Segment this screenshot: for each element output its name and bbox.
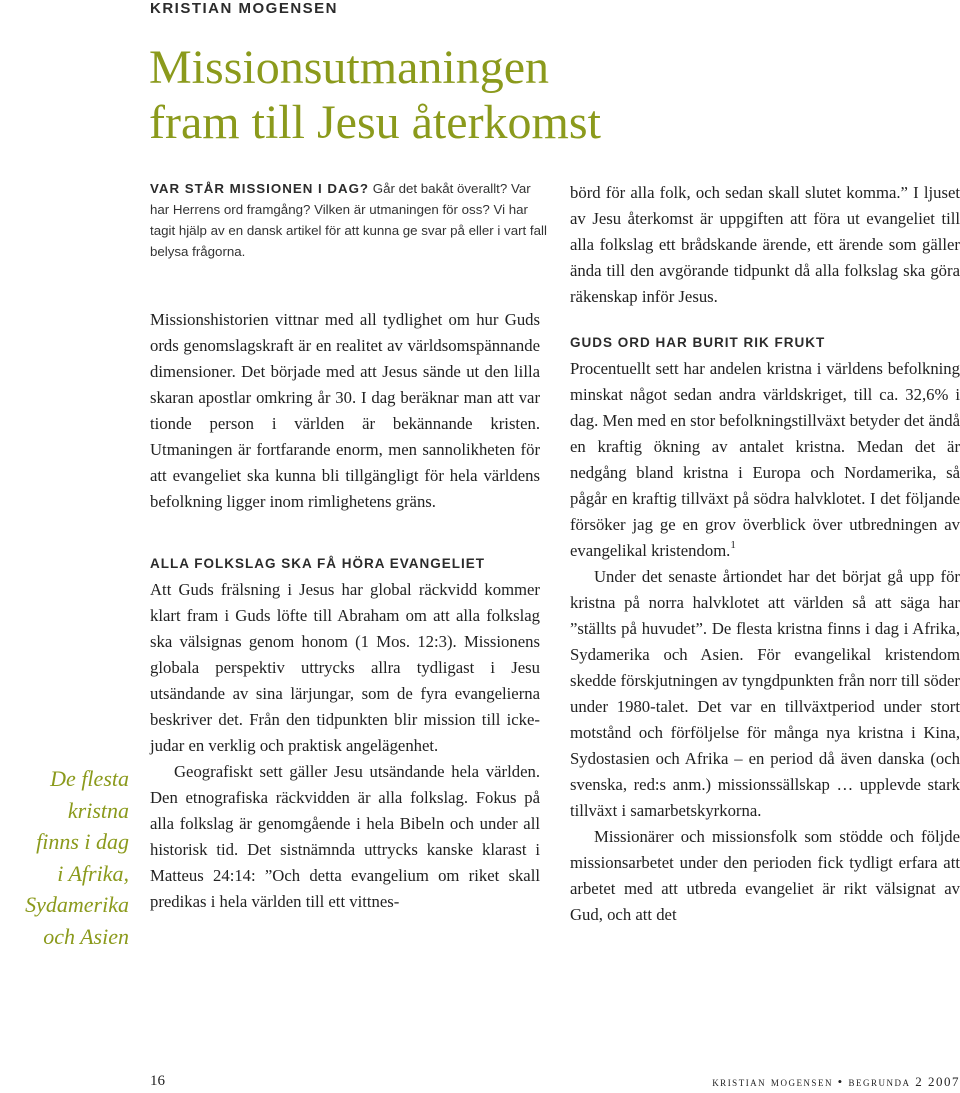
footnote-marker[interactable]: 1 [730, 539, 736, 551]
title-line-1: Missionsutmaningen [149, 41, 550, 94]
pull-quote-line-5: Sydamerika [25, 892, 129, 917]
intro-text: Går det bakåt överallt? Var har Herrens ord framgång? Vilken är utmaningen för oss? Vi har tagit hjälp av en dansk artikel för att kunna ge svar på eller i vart fall belysa frågorna. [150, 181, 547, 259]
left-column [150, 307, 540, 915]
article-title [149, 40, 849, 150]
intro-paragraph [150, 178, 550, 262]
pull-quote-line-6: och Asien [43, 923, 129, 949]
pull-quote-line-1: De flesta [50, 766, 129, 791]
pull-quote-line-2: kristna [67, 797, 129, 823]
intro-lead: VAR STÅR MISSIONEN I DAG? [150, 181, 370, 196]
left-section-heading: ALLA FOLKSLAG SKA FÅ HÖRA EVANGELIET [150, 556, 485, 571]
right-paragraph-4: Missionärer och missionsfolk som stödde och följde missionsarbetet under den perioden fick tydligt erfara att arbetet med att utbreda evangeliet är rikt välsignat av Gud, och att det [570, 827, 960, 924]
right-paragraph-1: börd för alla folk, och sedan skall slutet komma.” I ljuset av Jesu återkomst är uppgiften att föra ut evangeliet till alla folkslag ett brådskande ärende, ett ärende som gäller ända till den avgörande tidpunkt då alla folkslag ska göra räkenskap inför Jesus. [570, 183, 960, 306]
right-section-heading: GUDS ORD HAR BURIT RIK FRUKT [570, 335, 826, 350]
pull-quote-line-3: finns i dag [36, 829, 129, 854]
right-paragraph-2-text: Procentuellt sett har andelen kristna i världens befolkning minskat något sedan andra världskriget, till ca. 32,6% i dag. Men med en stor befolkningstillväxt betyder det ändå en kraftig ökning av antalet kristna. Medan det är nedgång bland kristna i Europa och Nordamerika, så pågår en kraftig tillväxt på södra halvklotet. I det följande försöker jag ge en grov överblick över utbredningen av evangelikal kristendom. [570, 359, 960, 560]
right-paragraph-2 [570, 356, 960, 564]
pull-quote-line-4: i Afrika, [57, 860, 129, 886]
left-paragraph-2: Att Guds frälsning i Jesus har global räckvidd kommer klart fram i Guds löfte till Abraham om att alla folkslag ska välsignas genom honom (1 Mos. 12:3). Missionens globala perspektiv uttrycks allra tydligast i Jesu utsändande av sina lärjungar, som de fyra evangelierna beskriver det. Från den tidpunkten blir mission till icke-judar en verklig och praktisk angelägenhet. [150, 580, 540, 755]
left-paragraph-3: Geografiskt sett gäller Jesu utsändande hela världen. Den etnografiska räckvidden är alla folkslag. Fokus på alla folkslag är genomgående i hela Bibeln och under all historisk tid. Det sistnämnda uttrycks kanske klarast i Matteus 24:14: ”Och detta evangelium om riket skall predikas i hela världen till ett vittnes- [150, 762, 540, 911]
title-line-2: fram till Jesu återkomst [149, 96, 601, 149]
page-number: 16 [150, 1073, 165, 1089]
pull-quote [0, 763, 129, 952]
right-paragraph-3: Under det senaste årtiondet har det börjat gå upp för kristna på norra halvklotet att världen så att säga har ”ställts på huvudet”. De flesta kristna finns i dag i Afrika, Sydamerika och Asien. För evangelikal kristendom skedde förskjutningen av tyngdpunkten från norr till söder under 1980-talet. Det var en tillväxtperiod under stort motstånd och förföljelse för många nya kristna i Kina, Sydostasien och Afrika – en period då även danska (och svenska, red:s anm.) missionssällskap … upplevde stark tillväxt i samarbetskyrkorna. [570, 567, 960, 820]
right-column [570, 180, 960, 928]
left-paragraph-1: Missionshistorien vittnar med all tydlighet om hur Guds ords genomslagskraft är en realitet av världsomspännande dimensioner. Det började med att Jesus sände ut den lilla skaran apostlar omkring år 30. I dag beräknar man att var tionde person i världen är bekännande kristen. Utmaningen är fortfarande enorm, men sannolikheten för att evangeliet ska kunna bli tillgängligt för hela världens befolkning ligger inom rimlighetens gräns. [150, 310, 540, 511]
running-footer: kristian mogensen • begrunda 2 2007 [712, 1074, 960, 1089]
author-name: KRISTIAN MOGENSEN [150, 0, 339, 17]
